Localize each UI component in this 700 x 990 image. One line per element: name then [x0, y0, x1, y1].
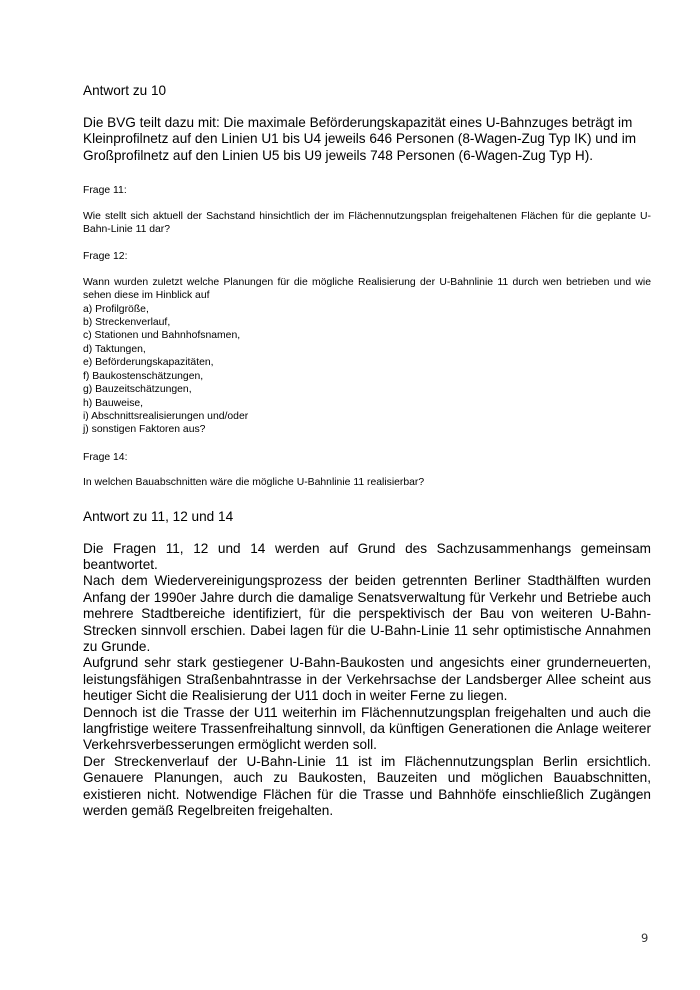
- answer-paragraph: Die Fragen 11, 12 und 14 werden auf Grund des Sachzusammenhangs gemeinsam beantwortet.: [83, 540, 651, 572]
- list-item: f) Baukostenschätzungen,: [83, 370, 204, 382]
- document-page: [83, 82, 651, 819]
- question-14-label: Frage 14:: [83, 451, 128, 463]
- list-item: j) sonstigen Faktoren aus?: [83, 424, 206, 436]
- list-item: e) Beförderungskapazitäten,: [83, 357, 214, 369]
- answer-paragraph: Aufgrund sehr stark gestiegener U-Bahn-Baukosten und angesichts einer grunderneuerten, leistungsfähigen Straßenbahntrasse in der Verkehrsachse der Landsberger Allee scheint aus heutiger Sicht die Realisierung der U11 doch in weiter Ferne zu liegen.: [83, 655, 651, 704]
- list-item: i) Abschnittsrealisierungen und/oder: [83, 410, 249, 422]
- question-11-label: Frage 11:: [83, 185, 127, 197]
- question-11-text: Wie stellt sich aktuell der Sachstand hinsichtlich der im Flächennutzungsplan freigehaltenen Flächen für die geplante U-Bahn-Linie 11 dar?: [83, 210, 651, 236]
- question-12-list: [83, 303, 651, 437]
- list-item: c) Stationen und Bahnhofsnamen,: [83, 330, 241, 342]
- answer-11-12-14-body: [83, 541, 651, 820]
- question-14-text: In welchen Bauabschnitten wäre die mögliche U-Bahnlinie 11 realisierbar?: [83, 477, 425, 489]
- list-item: g) Bauzeitschätzungen,: [83, 384, 192, 396]
- answer-10-heading: Antwort zu 10: [83, 83, 167, 98]
- question-12-label: Frage 12:: [83, 251, 128, 263]
- list-item: d) Taktungen,: [83, 343, 146, 355]
- page-number: 9: [641, 931, 649, 945]
- question-12-intro: Wann wurden zuletzt welche Planungen für die mögliche Realisierung der U-Bahnlinie 11 durch wen betrieben und wie sehen diese im Hinblick auf: [83, 276, 651, 302]
- answer-paragraph: Dennoch ist die Trasse der U11 weiterhin im Flächennutzungsplan freigehalten und auch die langfristige weitere Trassenfreihaltung sinnvoll, da künftigen Generationen die Anlage weiterer Verkehrsverbesserungen ermöglicht werden soll.: [83, 704, 651, 753]
- answer-paragraph: Nach dem Wiedervereinigungsprozess der beiden getrennten Berliner Stadthälften wurden Anfang der 1990er Jahre durch die damalige Senatsverwaltung für Verkehr und Betriebe auch mehrere Stadtbereiche identifiziert, für die perspektivisch der Bau von weiteren U-Bahn-Strecken sinnvoll erschien. Dabei lagen für die U-Bahn-Linie 11 sehr optimistische Annahmen zu Grunde.: [83, 573, 651, 654]
- answer-11-12-14-heading: Antwort zu 11, 12 und 14: [83, 508, 234, 524]
- answer-paragraph: Der Streckenverlauf der U-Bahn-Linie 11 ist im Flächennutzungsplan Berlin ersichtlich. Genauere Planungen, auch zu Baukosten, Bauzeiten und möglichen Bauabschnitten, existieren nicht. Notwendige Flächen für die Trasse und Bahnhöfe einschließlich Zugängen werden gemäß Regelbreiten freigehalten.: [83, 753, 651, 819]
- answer-10-text: Die BVG teilt dazu mit: Die maximale Beförderungskapazität eines U-Bahnzuges beträgt im Kleinprofilnetz auf den Linien U1 bis U4 jeweils 646 Personen (8-Wagen-Zug Typ IK) und im Großprofilnetz auf den Linien U5 bis U9 jeweils 748 Personen (6-Wagen-Zug Typ H).: [83, 115, 637, 163]
- list-item: b) Streckenverlauf,: [83, 317, 171, 329]
- list-item: a) Profilgröße,: [83, 303, 149, 315]
- list-item: h) Bauweise,: [83, 397, 144, 409]
